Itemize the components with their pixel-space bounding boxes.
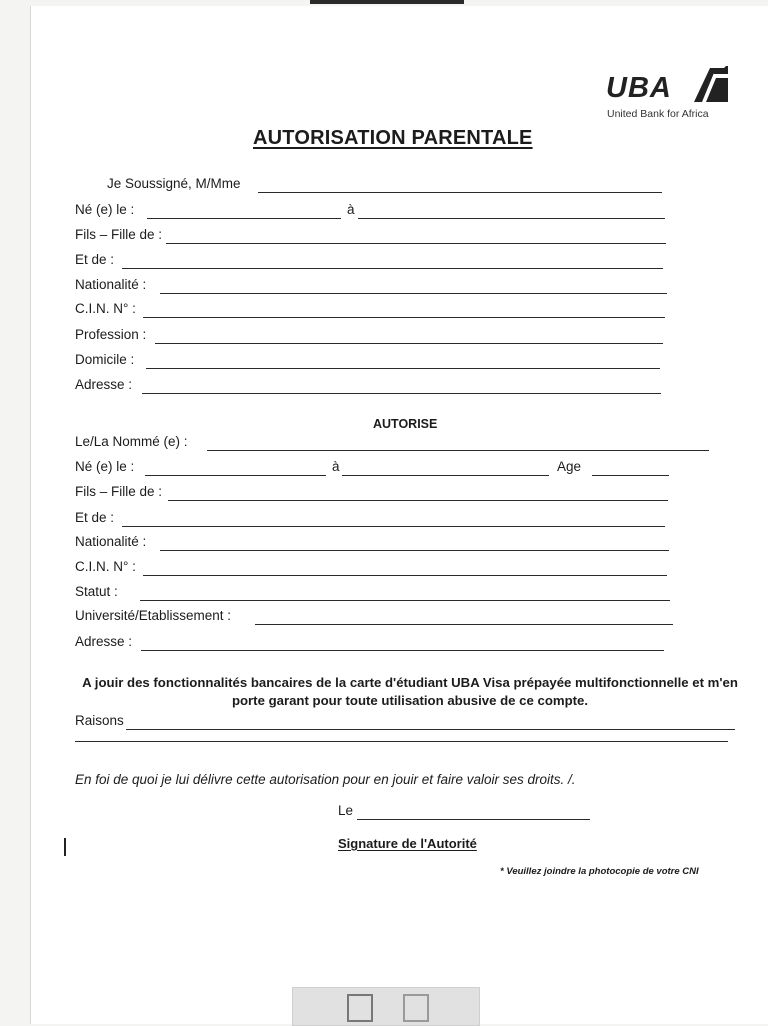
field-label: Adresse : xyxy=(75,634,133,649)
field-label: Fils – Fille de : xyxy=(75,227,163,242)
field-child-fils-fille xyxy=(0,484,768,504)
field-child-birth xyxy=(0,459,768,479)
field-label: Statut : xyxy=(75,584,118,599)
fill-line[interactable] xyxy=(207,450,709,451)
field-label: Le/La Nommé (e) : xyxy=(75,434,188,449)
uba-logo-icon xyxy=(690,64,730,104)
fill-line[interactable] xyxy=(146,368,660,369)
fill-line[interactable] xyxy=(140,600,670,601)
stamp-icon xyxy=(347,994,373,1022)
fill-line[interactable] xyxy=(147,218,341,219)
fill-line[interactable] xyxy=(122,268,663,269)
field-child-nationalite xyxy=(0,534,768,554)
field-label: Nationalité : xyxy=(75,534,147,549)
field-parent-adresse xyxy=(0,377,768,397)
fill-line[interactable] xyxy=(160,293,667,294)
fill-line[interactable] xyxy=(160,550,669,551)
field-parent-birth xyxy=(0,202,768,222)
fill-line[interactable] xyxy=(166,243,666,244)
field-parent-nationalite xyxy=(0,277,768,297)
signature-label: Signature de l'Autorité xyxy=(338,836,477,851)
margin-mark xyxy=(64,838,66,856)
field-raisons-extra xyxy=(0,725,768,745)
field-label: Profession : xyxy=(75,327,147,342)
page-title: AUTORISATION PARENTALE xyxy=(253,127,533,149)
closing-statement: En foi de quoi je lui délivre cette autorisation pour en jouir et faire valoir ses droits. /. xyxy=(75,772,576,787)
field-label: Raisons xyxy=(75,713,124,728)
stamp-icon xyxy=(403,994,429,1022)
fill-line[interactable] xyxy=(358,218,665,219)
fill-line[interactable] xyxy=(592,475,669,476)
fill-line[interactable] xyxy=(255,624,673,625)
fill-line[interactable] xyxy=(142,393,661,394)
fill-line[interactable] xyxy=(143,317,665,318)
field-soussigne xyxy=(0,176,768,196)
scan-stamp xyxy=(292,987,480,1026)
footnote: * Veuillez joindre la photocopie de votre CNI xyxy=(500,866,699,877)
field-label: Adresse : xyxy=(75,377,133,392)
logo-wordmark: UBA xyxy=(606,72,672,104)
fill-line[interactable] xyxy=(155,343,663,344)
field-parent-domicile xyxy=(0,352,768,372)
field-label: Nationalité : xyxy=(75,277,147,292)
field-label: Né (e) le : xyxy=(75,459,135,474)
fill-line[interactable] xyxy=(258,192,662,193)
field-nomme xyxy=(0,434,768,454)
authorization-statement: A jouir des fonctionnalités bancaires de la carte d'étudiant UBA Visa prépayée multifonctionnelle et m'en porte garant pour toute utilisation abusive de ce compte. xyxy=(82,675,738,708)
field-label: à xyxy=(347,202,355,217)
field-label: Et de : xyxy=(75,510,115,525)
uba-logo xyxy=(606,62,736,122)
fill-line[interactable] xyxy=(122,526,665,527)
fill-line[interactable] xyxy=(145,475,326,476)
field-child-statut xyxy=(0,584,768,604)
fill-line[interactable] xyxy=(75,741,728,742)
field-parent-et-de xyxy=(0,252,768,272)
logo-subtitle: United Bank for Africa xyxy=(607,108,709,120)
field-label: Université/Etablissement : xyxy=(75,608,232,623)
field-label: Domicile : xyxy=(75,352,135,367)
field-date xyxy=(0,803,768,823)
field-child-adresse xyxy=(0,634,768,654)
field-parent-fils-fille xyxy=(0,227,768,247)
fill-line[interactable] xyxy=(168,500,668,501)
field-label: Je Soussigné, M/Mme xyxy=(107,176,241,191)
field-child-et-de xyxy=(0,510,768,530)
fill-line[interactable] xyxy=(141,650,664,651)
field-child-cin xyxy=(0,559,768,579)
field-label: Le xyxy=(338,803,354,818)
scan-edge-mark xyxy=(310,0,464,4)
field-child-universite xyxy=(0,608,768,628)
fill-line[interactable] xyxy=(357,819,590,820)
field-label: Age xyxy=(557,459,582,474)
field-label: Et de : xyxy=(75,252,115,267)
fill-line[interactable] xyxy=(342,475,549,476)
field-label: C.I.N. N° : xyxy=(75,301,136,316)
field-label: Fils – Fille de : xyxy=(75,484,163,499)
fill-line[interactable] xyxy=(143,575,667,576)
field-label: Né (e) le : xyxy=(75,202,135,217)
autorise-heading: AUTORISE xyxy=(373,417,438,431)
field-parent-profession xyxy=(0,327,768,347)
field-parent-cin xyxy=(0,301,768,321)
field-label: C.I.N. N° : xyxy=(75,559,136,574)
field-label: à xyxy=(332,459,340,474)
